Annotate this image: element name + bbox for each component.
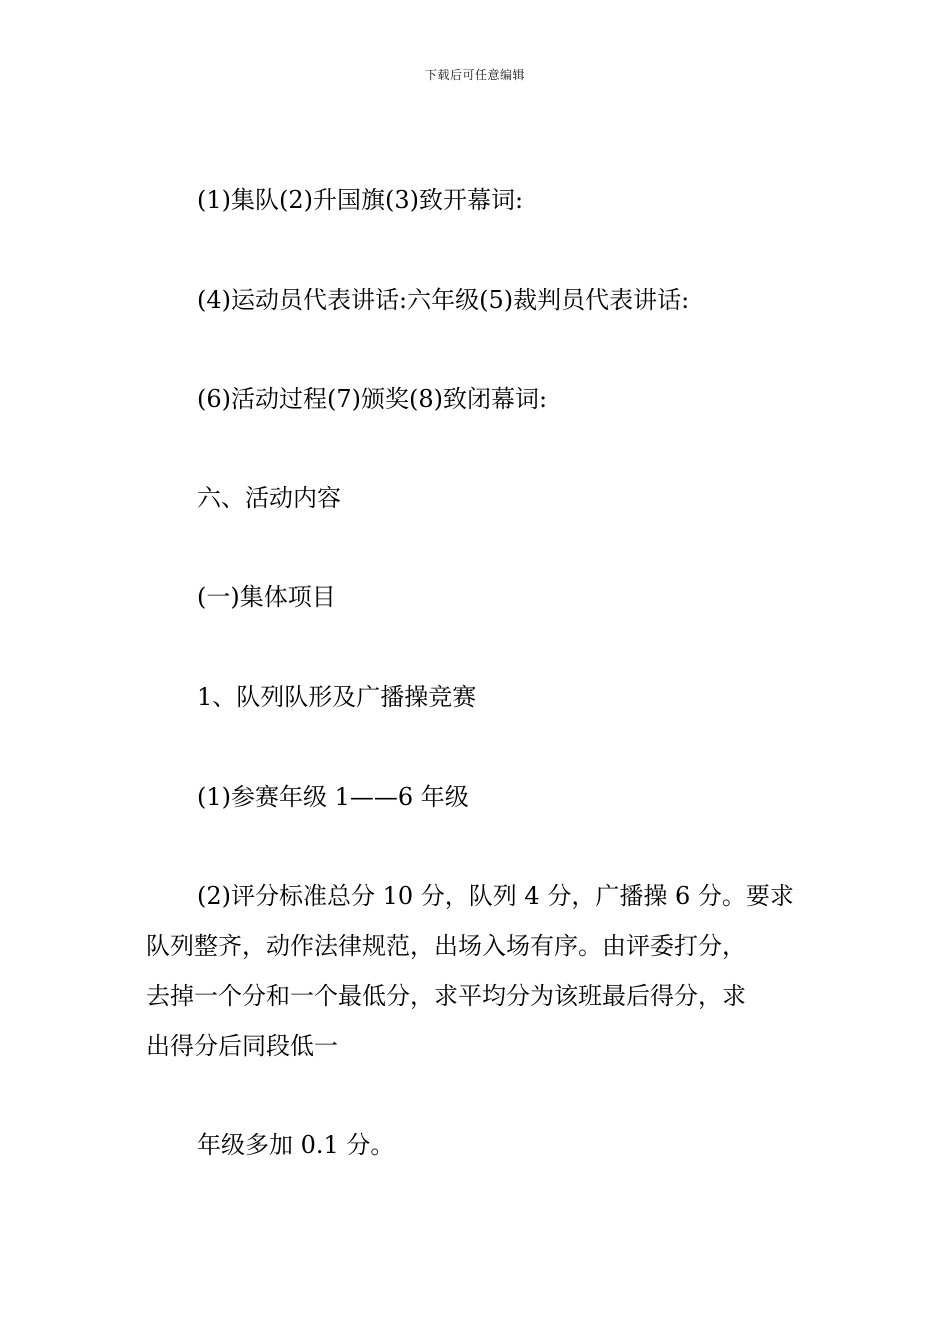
header-note: 下载后可任意编辑 [424,68,525,82]
scoring-paragraph-line-3: 去掉一个分和一个最低分，求平均分为该班最后得分，求 [146,982,746,1010]
program-line-2: (4)运动员代表讲话:六年级(5)裁判员代表讲话: [197,286,690,314]
participants-line: (1)参赛年级 1——6 年级 [197,783,469,811]
subsection-heading: (一)集体项目 [197,583,336,611]
scoring-paragraph-line-1: (2)评分标准总分 10 分，队列 4 分，广播操 6 分。要求 [197,882,794,910]
closing-line: 年级多加 0.1 分。 [197,1131,395,1159]
scoring-paragraph-line-2: 队列整齐，动作法律规范，出场入场有序。由评委打分， [146,932,746,960]
item-heading: 1、队列队形及广播操竞赛 [197,683,477,711]
program-line-3: (6)活动过程(7)颁奖(8)致闭幕词: [197,385,548,413]
program-line-1: (1)集队(2)升国旗(3)致开幕词: [197,186,524,214]
section-heading: 六、活动内容 [197,484,341,512]
scoring-paragraph-line-4: 出得分后同段低一 [146,1032,338,1060]
